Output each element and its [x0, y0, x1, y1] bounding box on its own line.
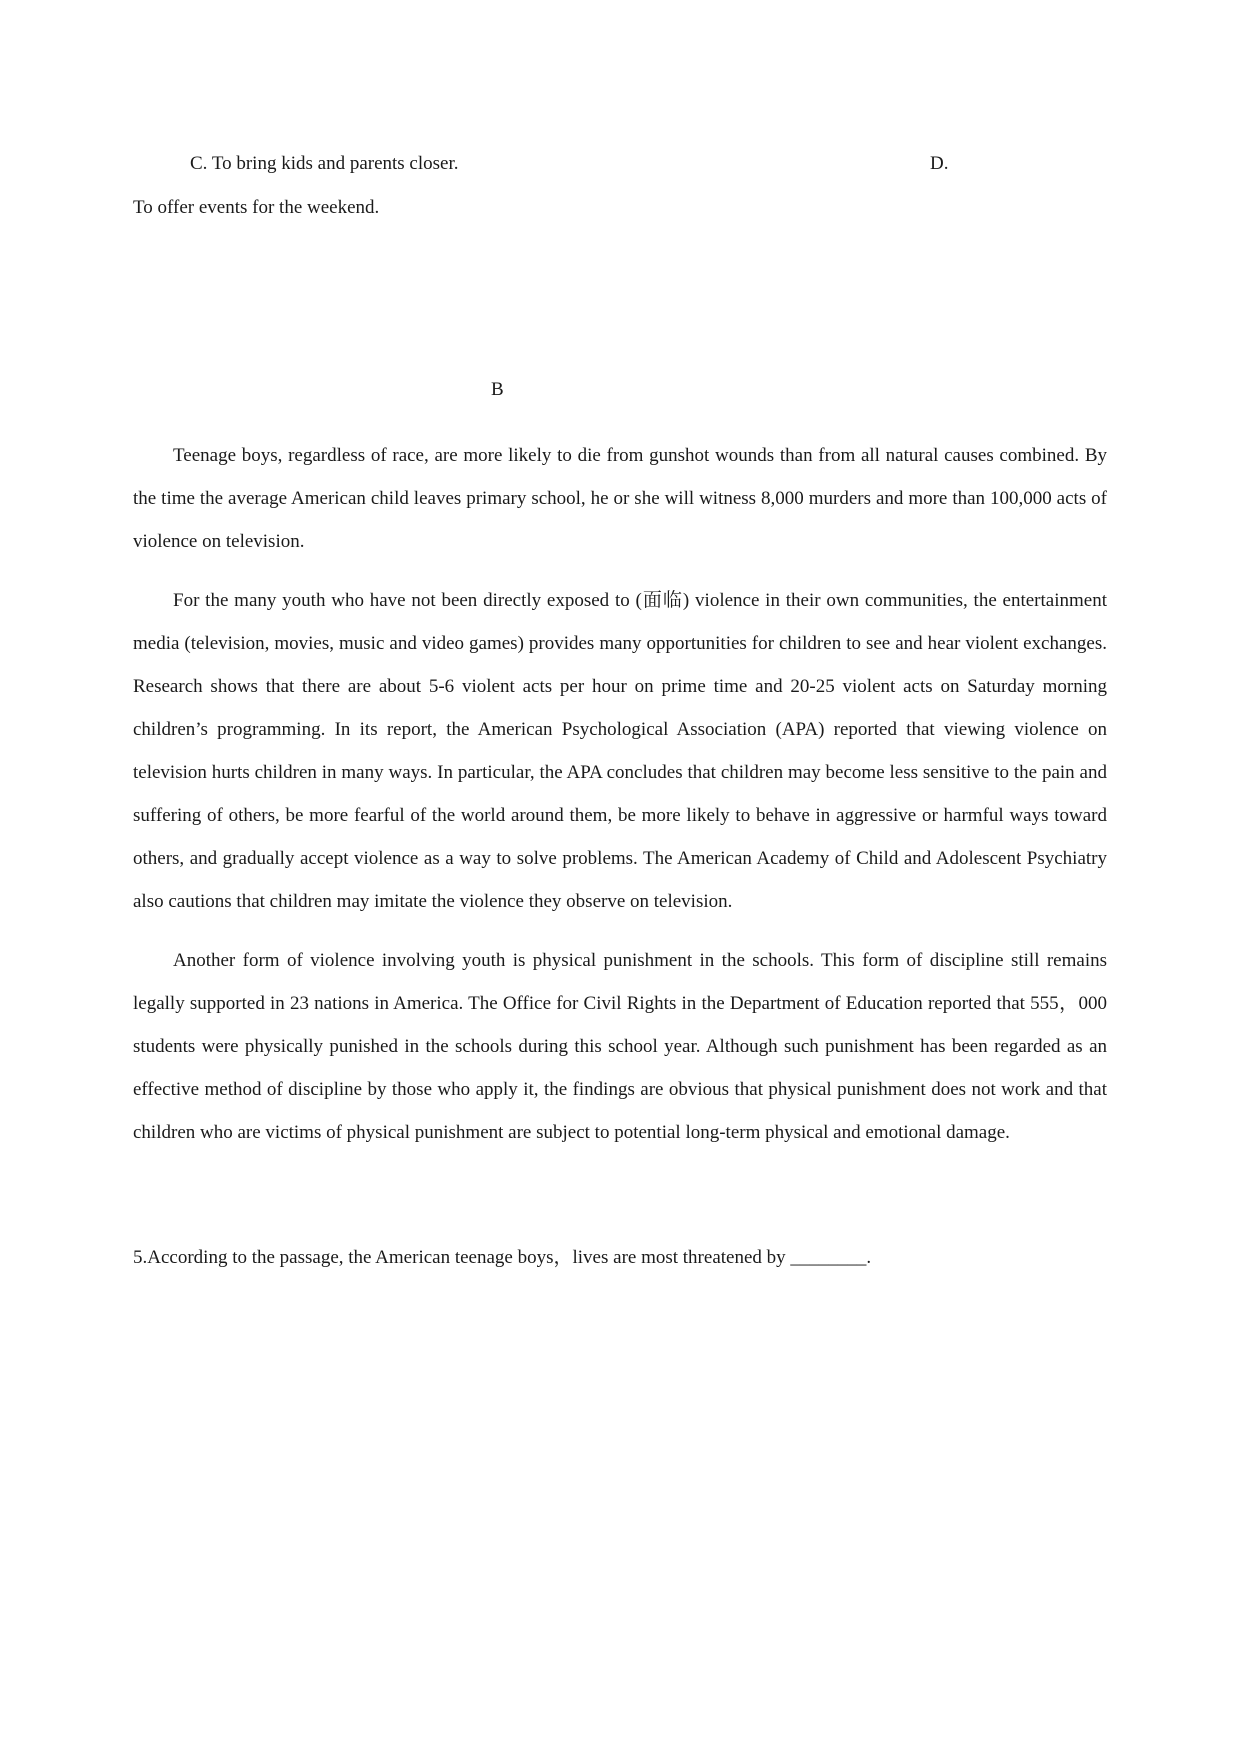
passage-section-label: B — [491, 379, 504, 400]
option-c: C. To bring kids and parents closer. — [190, 153, 459, 174]
passage-body — [133, 434, 1107, 1154]
paragraph-2: For the many youth who have not been directly exposed to (面临) violence in their own communities, the entertainment media (television, movies, music and video games) provides many opportunities for children to see and hear violent exchanges. Research shows that there are about 5-6 violent acts per hour on prime time and 20-25 violent acts on Saturday morning children’s programming. In its report, the American Psychological Association (APA) reported that viewing violence on television hurts children in many ways. In particular, the APA concludes that children may become less sensitive to the pain and suffering of others, be more fearful of the world around them, be more likely to behave in aggressive or harmful ways toward others, and gradually accept violence as a way to solve problems. The American Academy of Child and Adolescent Psychiatry also cautions that children may imitate the violence they observe on television. — [133, 590, 1107, 912]
answer-options-row — [133, 142, 1107, 186]
option-d-letter: D. — [930, 153, 949, 174]
paragraph-3: Another form of violence involving youth is physical punishment in the schools. This form of discipline still remains legally supported in 23 nations in America. The Office for Civil Rights in the Department of Education reported that 555，000 students were physically punished in the schools during this school year. Although such punishment has been regarded as an effective method of discipline by those who apply it, the findings are obvious that physical punishment does not work and that children who are victims of physical punishment are subject to potential long-term physical and emotional damage. — [133, 950, 1107, 1143]
option-d-text: To offer events for the weekend. — [133, 197, 380, 218]
paragraph-1: Teenage boys, regardless of race, are more likely to die from gunshot wounds than from all natural causes combined. By the time the average American child leaves primary school, he or she will witness 8,000 murders and more than 100,000 acts of violence on television. — [133, 445, 1107, 552]
question-5: 5.According to the passage, the American teenage boys，lives are most threatened by ________. — [133, 1247, 872, 1268]
